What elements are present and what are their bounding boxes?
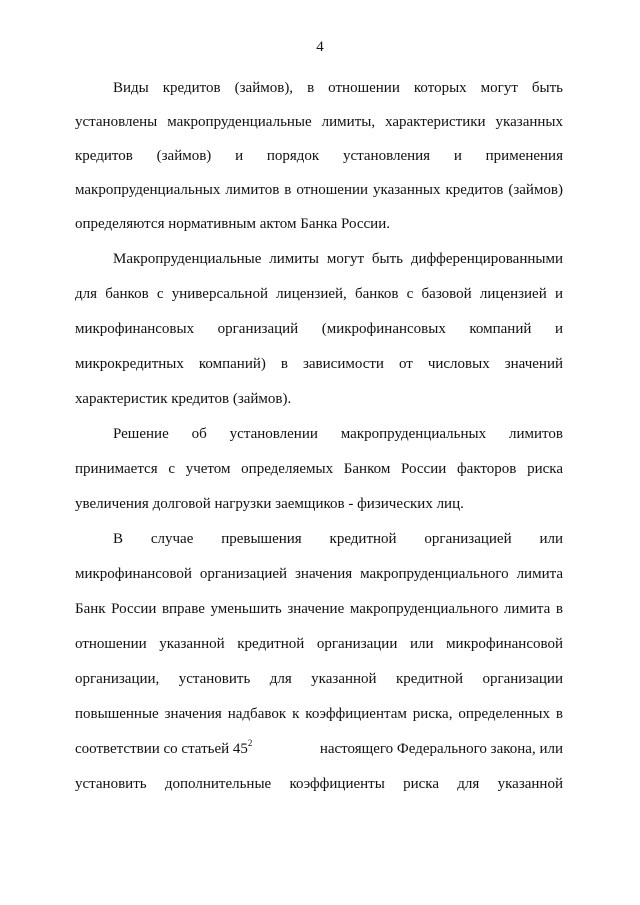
paragraph-2-line-5: характеристик кредитов (займов). [75,391,292,407]
paragraph-1-line-2: установлены макропруденциальные лимиты, характеристики указанных [75,114,563,130]
paragraph-1-line-3: кредитов (займов) и порядок установления и применения [75,148,563,164]
paragraph-1-line-4: макропруденциальных лимитов в отношении указанных кредитов (займов) [75,182,563,198]
paragraph-4-line-7-tail: настоящего Федерального закона, или [319,741,563,757]
paragraph-2-line-2: для банков с универсальной лицензией, банков с базовой лицензией и [75,286,563,302]
paragraph-4-line-4: отношении указанной кредитной организации или микрофинансовой [75,636,563,652]
paragraph-4-line-2: микрофинансовой организацией значения макропруденциального лимита [75,566,563,582]
paragraph-1-line-1: Виды кредитов (займов), в отношении которых могут быть [113,80,563,96]
paragraph-2-line-4: микрокредитных компаний) в зависимости от числовых значений [75,356,563,372]
paragraph-3-line-3: увеличения долговой нагрузки заемщиков - физических лиц. [75,496,464,512]
paragraph-2-line-3: микрофинансовых организаций (микрофинансовых компаний и [75,321,563,337]
article-superscript: 2 [247,738,253,748]
paragraph-4-line-1: В случае превышения кредитной организацией или [113,531,563,547]
paragraph-4-line-6: повышенные значения надбавок к коэффициентам риска, определенных в [75,706,563,722]
paragraph-4-line-5: организации, установить для указанной кредитной организации [75,671,563,687]
paragraph-3-line-2: принимается с учетом определяемых Банком России факторов риска [75,461,563,477]
paragraph-4-line-8: установить дополнительные коэффициенты риска для указанной [75,776,563,792]
page-number: 4 [316,39,324,55]
article-reference: соответствии со статьей 45 [75,741,248,757]
paragraph-4-line-7 [75,739,563,759]
paragraph-4-line-7-head [75,739,252,759]
paragraph-3-line-1: Решение об установлении макропруденциальных лимитов [113,426,563,442]
paragraph-2-line-1: Макропруденциальные лимиты могут быть дифференцированными [113,251,563,267]
paragraph-4-line-3: Банк России вправе уменьшить значение макропруденциального лимита в [75,601,563,617]
paragraph-1-line-5: определяются нормативным актом Банка России. [75,216,390,232]
